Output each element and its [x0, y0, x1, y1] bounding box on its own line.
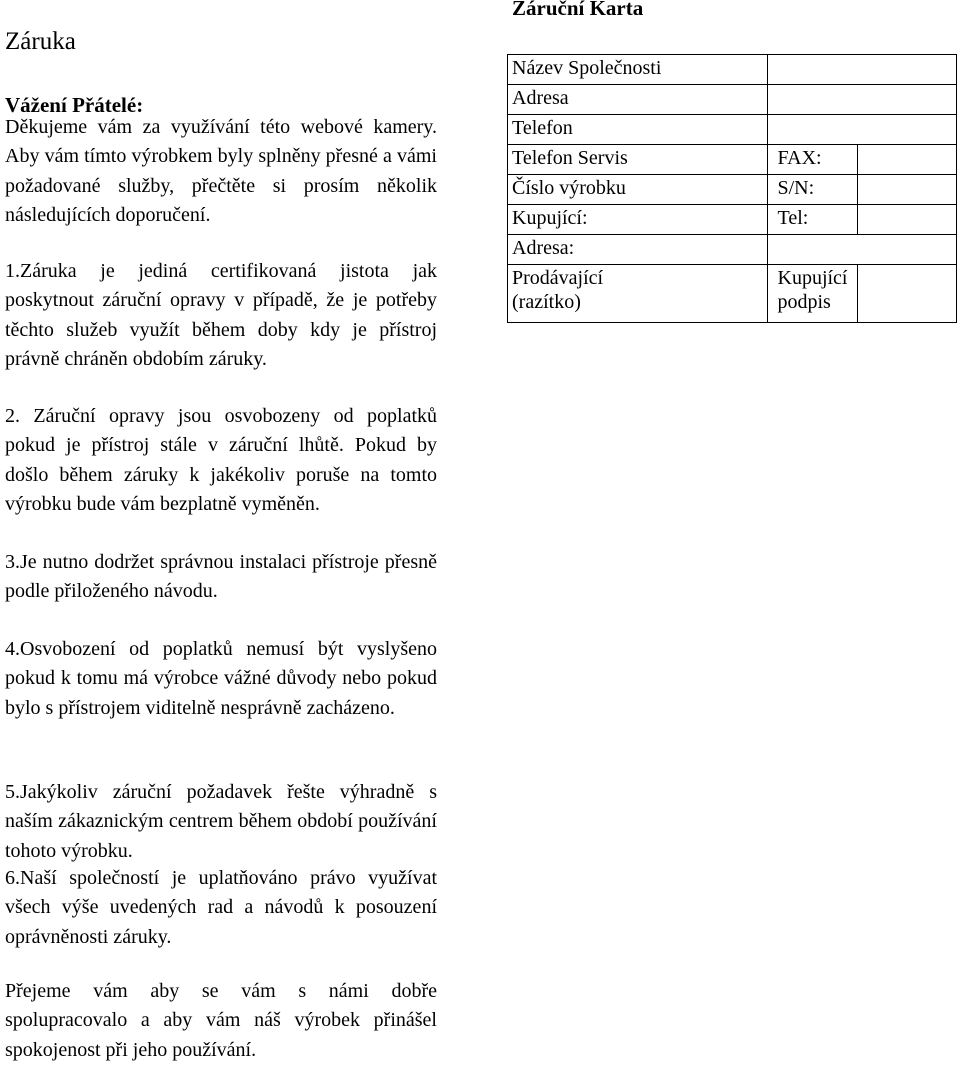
greeting-heading: Vážení Přátelé: [5, 93, 144, 117]
service-phone-label: Telefon Servis [508, 145, 768, 175]
warranty-rule-2: 2. Záruční opravy jsou osvobozeny od poplatků pokud je přístroj stále v záruční lhůtě. Pokud by došlo během záruky k jakékoliv poruše na tomto výrobku bude vám bezplatně vyměněn. [5, 405, 437, 515]
warranty-card-table [507, 54, 957, 323]
card-row-company [508, 55, 957, 85]
company-value-cell[interactable] [767, 55, 957, 85]
warranty-rule-4: 4.Osvobození od poplatků nemusí být vyslyšeno pokud k tomu má výrobce vážné důvody nebo pokud bylo s přístrojem viditelně nesprávně zacházeno. [5, 638, 437, 719]
card-row-address [508, 85, 957, 115]
fax-value-cell[interactable] [858, 145, 957, 175]
warranty-rule-1: 1.Záruka je jediná certifikovaná jistota jak poskytnout záruční opravy v případě, že je potřeby těchto služeb využít během doby kdy je přístroj právně chráněn obdobím záruky. [5, 260, 437, 370]
warranty-rule-3: 3.Je nutno dodržet správnou instalaci přístroje přesně podle přiloženého návodu. [5, 551, 437, 603]
buyer-tel-label: Tel: [767, 205, 858, 235]
warranty-rule-6: 6.Naší společností je uplatňováno právo využívat všech výše uvedených rad a návodů k posouzení oprávněnosti záruky. [5, 867, 437, 948]
document-title: Záruka [5, 28, 76, 55]
card-row-buyer-address [508, 235, 957, 265]
card-row-buyer [508, 205, 957, 235]
buyer-address-value-cell[interactable] [767, 235, 957, 265]
warranty-card-title: Záruční Karta [512, 0, 644, 20]
closing-paragraph: Přejeme vám aby se vám s námi dobře spolupracovalo a aby vám náš výrobek přinášel spokojenost při jeho používání. [5, 980, 437, 1061]
buyer-label: Kupující: [508, 205, 768, 235]
warranty-rule-5: 5.Jakýkoliv záruční požadavek řešte výhradně s naším zákaznickým centrem během období používání tohoto výrobku. [5, 781, 437, 862]
fax-label: FAX: [767, 145, 858, 175]
serial-number-value-cell[interactable] [858, 175, 957, 205]
buyer-address-label: Adresa: [508, 235, 768, 265]
buyer-tel-value-cell[interactable] [858, 205, 957, 235]
card-row-service-phone [508, 145, 957, 175]
product-number-label: Číslo výrobku [508, 175, 768, 205]
address-value-cell[interactable] [767, 85, 957, 115]
intro-paragraph: Děkujeme vám za využívání této webové kamery. Aby vám tímto výrobkem byly splněny přesné a vámi požadované služby, přečtěte si prosím několik následujících doporučení. [5, 116, 437, 226]
phone-value-cell[interactable] [767, 115, 957, 145]
serial-number-label: S/N: [767, 175, 858, 205]
card-row-product-number [508, 175, 957, 205]
company-label: Název Společnosti [508, 55, 768, 85]
card-row-signatures [508, 265, 957, 323]
card-row-phone [508, 115, 957, 145]
phone-label: Telefon [508, 115, 768, 145]
buyer-signature-cell[interactable] [858, 265, 957, 323]
address-label: Adresa [508, 85, 768, 115]
seller-stamp-label: Prodávající (razítko) [508, 265, 768, 323]
buyer-signature-label: Kupující podpis [767, 265, 858, 323]
